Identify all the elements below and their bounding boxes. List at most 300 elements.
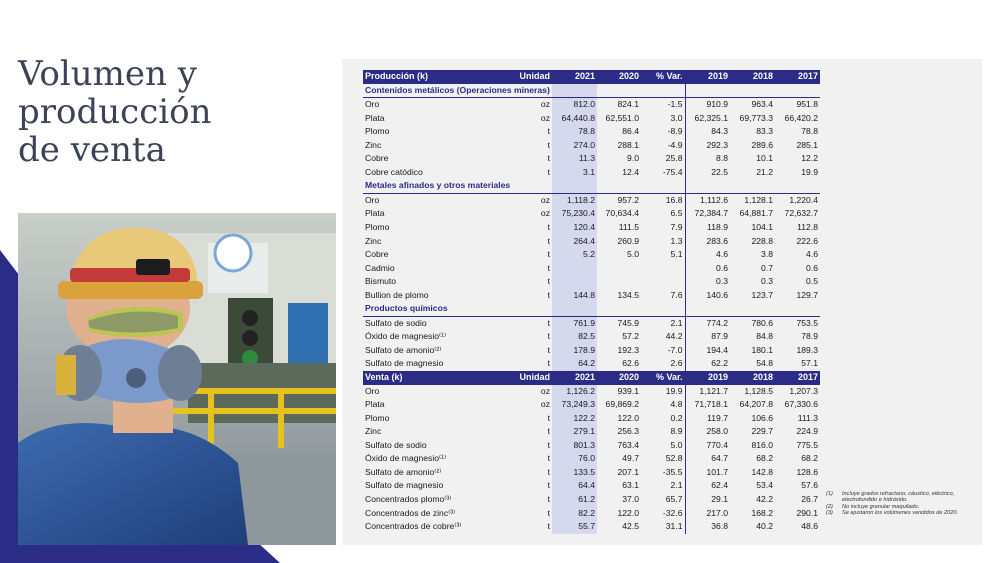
unit-cell: t <box>547 235 550 246</box>
year-2019-cell: 140.6 <box>706 289 728 300</box>
year-2017-cell: 775.5 <box>796 439 818 450</box>
unit-cell: t <box>547 262 550 273</box>
year-2020-cell: 2020 <box>597 371 641 385</box>
year-2018-cell: 168.2 <box>751 507 773 518</box>
year-2020-cell: 134.5 <box>617 289 639 300</box>
year-2018-cell: 64,881.7 <box>739 208 773 219</box>
unit-cell: t <box>547 480 550 491</box>
label-cell: Producción (k) <box>363 70 506 84</box>
year-2018-cell: 69,773.3 <box>739 112 773 123</box>
table-row <box>363 193 820 207</box>
unit-cell: t <box>547 249 550 260</box>
section-title: Productos químicos <box>363 302 552 316</box>
pct-var-cell <box>641 275 685 289</box>
unit-cell: t <box>547 344 550 355</box>
year-2020-cell: 957.2 <box>617 194 639 205</box>
pct-var-cell: -4.9 <box>641 139 685 153</box>
year-2018-cell: 104.1 <box>751 222 773 233</box>
unit-cell: t <box>547 493 550 504</box>
pct-var-cell: 52.8 <box>641 452 685 466</box>
unit-cell: t <box>547 466 550 477</box>
label-cell: Sulfato de amonio⁽²⁾ <box>365 466 442 477</box>
section-spacer-cell <box>597 302 641 316</box>
footnote-1: (1) Incluye grados refractario, cáustico, eléctrico, electrofundido e hidróxido. <box>826 491 955 504</box>
year-2018-cell: 780.6 <box>751 317 773 328</box>
year-2020-cell: 111.5 <box>618 222 639 233</box>
table-row <box>363 507 820 521</box>
unit-cell: t <box>547 289 550 300</box>
year-2021-cell: 78.8 <box>552 125 597 139</box>
year-2021-cell: 75,230.4 <box>552 207 597 221</box>
year-2019-cell: 71,718.1 <box>694 399 728 410</box>
year-2019-cell: 2019 <box>685 70 730 84</box>
pct-var-cell: 1.3 <box>641 235 685 249</box>
year-2017-cell: 129.7 <box>796 289 818 300</box>
pct-var-cell: 16.8 <box>641 193 685 207</box>
year-2019-cell: 0.6 <box>716 262 728 273</box>
year-2021-cell: 61.2 <box>552 493 597 507</box>
year-2019-cell: 72,384.7 <box>694 208 728 219</box>
section-header-row <box>363 302 820 316</box>
year-2021-cell: 64,440.8 <box>552 112 597 126</box>
year-2017-cell: 222.6 <box>796 235 818 246</box>
year-2017-cell: 72,632.7 <box>784 208 818 219</box>
year-2020-cell: 192.3 <box>617 344 639 355</box>
unit-cell: t <box>547 166 550 177</box>
year-2017-cell: 66,420.2 <box>784 112 818 123</box>
pct-var-cell: -75.4 <box>641 166 685 180</box>
worker-photo <box>18 213 336 545</box>
year-2021-cell: 2021 <box>552 70 597 84</box>
year-2020-cell: 42.5 <box>622 521 639 532</box>
unit-cell: t <box>547 507 550 518</box>
year-2017-cell: 19.9 <box>801 166 818 177</box>
section-spacer-cell <box>552 179 597 193</box>
section-spacer-cell <box>685 84 730 98</box>
year-2021-cell: 279.1 <box>552 425 597 439</box>
pct-var-cell: % Var. <box>641 70 685 84</box>
table-row <box>363 289 820 303</box>
section-spacer-cell <box>730 84 775 98</box>
unit-cell: oz <box>540 208 550 219</box>
table-row <box>363 330 820 344</box>
year-2018-cell: 2018 <box>730 371 775 385</box>
table-row <box>363 152 820 166</box>
unit-cell: t <box>547 358 550 369</box>
table-row <box>363 139 820 153</box>
year-2020-cell: 763.4 <box>617 439 639 450</box>
year-2020-cell: 70,634.4 <box>605 208 639 219</box>
year-2017-cell: 1,220.4 <box>789 194 818 205</box>
label-cell: Bismuto <box>365 276 397 287</box>
table-row <box>363 385 820 399</box>
pct-var-cell: -8.9 <box>641 125 685 139</box>
year-2021-cell: 64.2 <box>552 357 597 371</box>
table-row <box>363 207 820 221</box>
section-spacer-cell <box>775 84 820 98</box>
year-2018-cell: 84.8 <box>756 331 773 342</box>
year-2017-cell: 78.8 <box>801 126 818 137</box>
year-2021-cell: 5.2 <box>552 248 597 262</box>
table-header-row <box>363 70 820 84</box>
year-2019-cell: 1,121.7 <box>699 385 728 396</box>
label-cell: Zinc <box>365 235 382 246</box>
year-2021-cell: 82.5 <box>552 330 597 344</box>
year-2017-cell: 0.6 <box>806 262 818 273</box>
label-cell: Sulfato de magnesio <box>365 358 444 369</box>
table-row <box>363 275 820 289</box>
pct-var-cell: 2.1 <box>641 316 685 330</box>
year-2019-cell: 8.8 <box>716 153 728 164</box>
year-2017-cell: 0.5 <box>806 276 818 287</box>
label-cell: Sulfato de sodio <box>365 439 427 450</box>
year-2020-cell <box>597 262 641 276</box>
year-2018-cell: 64,207.8 <box>739 399 773 410</box>
year-2018-cell: 229.7 <box>751 426 773 437</box>
year-2020-cell: 207.1 <box>617 466 639 477</box>
year-2017-cell: 12.2 <box>801 153 818 164</box>
unit-cell: oz <box>540 112 550 123</box>
table-row <box>363 425 820 439</box>
table-row <box>363 166 820 180</box>
year-2017-cell: 112.8 <box>797 222 818 233</box>
year-2019-cell: 2019 <box>685 371 730 385</box>
section-spacer-cell <box>685 302 730 316</box>
year-2020-cell: 122.0 <box>617 507 639 518</box>
label-cell: Cobre <box>365 153 389 164</box>
unit-cell: t <box>547 317 550 328</box>
label-cell: Venta (k) <box>363 371 506 385</box>
year-2018-cell: 42.2 <box>756 493 773 504</box>
year-2017-cell: 2017 <box>775 70 820 84</box>
year-2017-cell: 128.6 <box>796 466 818 477</box>
footnote-3: (3) Se ajustaron los volúmenes vendidos de 2020. <box>826 510 958 517</box>
table-row <box>363 439 820 453</box>
unit-cell: t <box>547 412 550 423</box>
year-2019-cell: 62,325.1 <box>694 112 728 123</box>
year-2019-cell: 118.9 <box>707 222 728 233</box>
table-row <box>363 221 820 235</box>
label-cell: Cobre catódico <box>365 166 423 177</box>
year-2021-cell: 264.4 <box>552 235 597 249</box>
year-2019-cell: 770.4 <box>706 439 728 450</box>
year-2021-cell: 2021 <box>552 371 597 385</box>
year-2021-cell: 1,126.2 <box>552 385 597 399</box>
year-2020-cell: 49.7 <box>622 453 639 464</box>
year-2020-cell: 939.1 <box>617 385 639 396</box>
label-cell: Bullion de plomo <box>365 289 429 300</box>
year-2020-cell: 62.6 <box>622 358 639 369</box>
year-2019-cell: 194.4 <box>706 344 728 355</box>
year-2018-cell: 123.7 <box>751 289 773 300</box>
year-2017-cell: 78.9 <box>801 331 818 342</box>
year-2020-cell: 5.0 <box>627 249 639 260</box>
year-2021-cell: 761.9 <box>552 316 597 330</box>
year-2017-cell: 26.7 <box>801 493 818 504</box>
unit-cell: t <box>547 521 550 532</box>
section-spacer-cell <box>552 302 597 316</box>
year-2020-cell: 256.3 <box>617 426 639 437</box>
year-2019-cell: 36.8 <box>711 521 728 532</box>
pct-var-cell: 0.2 <box>641 412 685 426</box>
label-cell: Plata <box>365 208 385 219</box>
year-2020-cell: 824.1 <box>617 99 639 110</box>
year-2018-cell: 0.3 <box>761 276 773 287</box>
year-2019-cell: 1,112.6 <box>699 194 728 205</box>
year-2021-cell: 122.2 <box>552 412 597 426</box>
label-cell: Oro <box>365 99 380 110</box>
year-2018-cell: 1,128.5 <box>744 385 773 396</box>
year-2019-cell: 4.6 <box>716 249 728 260</box>
section-spacer-cell <box>641 84 685 98</box>
footnote-2: (2) No incluye granular maquilado. <box>826 503 920 510</box>
label-cell: Óxido de magnesio⁽¹⁾ <box>365 453 447 464</box>
section-spacer-cell <box>730 179 775 193</box>
table-row <box>363 493 820 507</box>
table-row <box>363 125 820 139</box>
year-2020-cell: 288.1 <box>617 139 639 150</box>
section-spacer-cell <box>641 179 685 193</box>
pct-var-cell: 19.9 <box>641 385 685 399</box>
unit-cell: Unidad <box>506 70 552 84</box>
pct-var-cell: 44.2 <box>641 330 685 344</box>
year-2018-cell: 54.8 <box>756 358 773 369</box>
section-title: Metales afinados y otros materiales <box>363 179 552 193</box>
year-2017-cell: 57.1 <box>801 358 818 369</box>
year-2021-cell: 11.3 <box>552 152 597 166</box>
unit-cell: t <box>547 126 550 137</box>
title-line-2: producción <box>18 92 212 132</box>
label-cell: Zinc <box>365 139 382 150</box>
section-title: Contenidos metálicos (Operaciones mineras) <box>363 84 552 98</box>
year-2017-cell: 189.3 <box>796 344 818 355</box>
section-header-row <box>363 179 820 193</box>
label-cell: Plomo <box>365 412 390 423</box>
unit-cell: oz <box>540 99 550 110</box>
year-2021-cell: 178.9 <box>552 344 597 358</box>
year-2017-cell: 57.6 <box>801 480 818 491</box>
year-2019-cell: 283.6 <box>706 235 728 246</box>
table-row <box>363 466 820 480</box>
pct-var-cell: 5.1 <box>641 248 685 262</box>
pct-var-cell: 2.1 <box>641 479 685 493</box>
label-cell: Óxido de magnesio⁽¹⁾ <box>365 331 447 342</box>
year-2017-cell: 285.1 <box>796 139 818 150</box>
year-2018-cell: 83.3 <box>756 126 773 137</box>
year-2017-cell: 68.2 <box>801 453 818 464</box>
year-2018-cell: 963.4 <box>751 99 773 110</box>
table-row <box>363 412 820 426</box>
year-2021-cell <box>552 275 597 289</box>
year-2018-cell: 68.2 <box>756 453 773 464</box>
pct-var-cell: 2.6 <box>641 357 685 371</box>
year-2017-cell: 1,207.3 <box>789 385 818 396</box>
label-cell: Sulfato de magnesio <box>365 480 444 491</box>
year-2019-cell: 62.2 <box>711 358 728 369</box>
year-2019-cell: 87.9 <box>711 331 728 342</box>
table-row <box>363 479 820 493</box>
year-2017-cell: 224.9 <box>796 426 818 437</box>
worker-photo-illustration <box>18 213 336 545</box>
title-line-1: Volumen y <box>18 54 197 94</box>
label-cell: Sulfato de amonio⁽²⁾ <box>365 344 442 355</box>
year-2018-cell: 228.8 <box>751 235 773 246</box>
year-2019-cell: 119.7 <box>707 412 728 423</box>
left-accent-shape <box>0 250 18 545</box>
year-2020-cell: 69,869.2 <box>605 399 639 410</box>
pct-var-cell: 65.7 <box>641 493 685 507</box>
label-cell: Sulfato de sodio <box>365 317 427 328</box>
year-2018-cell: 106.6 <box>751 412 773 423</box>
section-spacer-cell <box>641 302 685 316</box>
year-2020-cell <box>597 275 641 289</box>
table-row <box>363 398 820 412</box>
label-cell: Concentrados de cobre⁽³⁾ <box>365 521 462 532</box>
pct-var-cell: 8.9 <box>641 425 685 439</box>
year-2021-cell: 64.4 <box>552 479 597 493</box>
year-2019-cell: 217.0 <box>706 507 728 518</box>
label-cell: Zinc <box>365 426 382 437</box>
year-2020-cell: 9.0 <box>627 153 639 164</box>
pct-var-cell: 4.8 <box>641 398 685 412</box>
label-cell: Plomo <box>365 222 390 233</box>
section-spacer-cell <box>597 84 641 98</box>
section-spacer-cell <box>730 302 775 316</box>
year-2019-cell: 910.9 <box>706 99 728 110</box>
year-2021-cell: 133.5 <box>552 466 597 480</box>
pct-var-cell: -1.5 <box>641 98 685 112</box>
year-2021-cell: 73,249.3 <box>552 398 597 412</box>
year-2021-cell: 801.3 <box>552 439 597 453</box>
unit-cell: t <box>547 453 550 464</box>
year-2019-cell: 62.4 <box>711 480 728 491</box>
year-2019-cell: 84.3 <box>711 126 728 137</box>
year-2018-cell: 2018 <box>730 70 775 84</box>
section-spacer-cell <box>597 179 641 193</box>
pct-var-cell: 5.0 <box>641 439 685 453</box>
year-2021-cell: 274.0 <box>552 139 597 153</box>
unit-cell: Unidad <box>506 371 552 385</box>
production-sales-table <box>363 70 820 534</box>
unit-cell: t <box>547 276 550 287</box>
section-spacer-cell <box>552 84 597 98</box>
footnotes <box>826 491 976 517</box>
section-spacer-cell <box>775 179 820 193</box>
unit-cell: t <box>547 331 550 342</box>
label-cell: Plata <box>365 399 385 410</box>
pct-var-cell: 31.1 <box>641 520 685 534</box>
year-2018-cell: 1,128.1 <box>744 194 773 205</box>
year-2019-cell: 292.3 <box>706 139 728 150</box>
year-2021-cell: 76.0 <box>552 452 597 466</box>
year-2017-cell: 4.6 <box>806 249 818 260</box>
year-2018-cell: 0.7 <box>761 262 773 273</box>
label-cell: Cadmio <box>365 262 395 273</box>
label-cell: Oro <box>365 385 380 396</box>
year-2019-cell: 774.2 <box>706 317 728 328</box>
year-2020-cell: 63.1 <box>622 480 639 491</box>
year-2018-cell: 816.0 <box>751 439 773 450</box>
page-title <box>18 55 318 169</box>
year-2020-cell: 37.0 <box>622 493 639 504</box>
year-2020-cell: 122.0 <box>617 412 639 423</box>
year-2021-cell: 3.1 <box>552 166 597 180</box>
year-2021-cell: 82.2 <box>552 507 597 521</box>
pct-var-cell: 7.9 <box>641 221 685 235</box>
section-header-row <box>363 84 820 98</box>
section-spacer-cell <box>685 179 730 193</box>
unit-cell: oz <box>540 385 550 396</box>
year-2020-cell: 260.9 <box>617 235 639 246</box>
pct-var-cell: 3.0 <box>641 112 685 126</box>
year-2018-cell: 53.4 <box>756 480 773 491</box>
pct-var-cell: -35.5 <box>641 466 685 480</box>
section-spacer-cell <box>775 302 820 316</box>
year-2017-cell: 48.6 <box>801 521 818 532</box>
year-2017-cell: 951.8 <box>796 99 818 110</box>
label-cell: Concentrados plomo⁽³⁾ <box>365 493 452 504</box>
year-2019-cell: 22.5 <box>711 166 728 177</box>
year-2019-cell: 101.7 <box>706 466 728 477</box>
title-line-3: de venta <box>18 130 166 170</box>
year-2021-cell: 55.7 <box>552 520 597 534</box>
year-2017-cell: 67,330.6 <box>784 399 818 410</box>
year-2018-cell: 3.8 <box>761 249 773 260</box>
pct-var-cell: 7.6 <box>641 289 685 303</box>
bottom-accent-shape <box>0 545 280 563</box>
table-row <box>363 262 820 276</box>
year-2020-cell: 57.2 <box>622 331 639 342</box>
year-2021-cell <box>552 262 597 276</box>
year-2020-cell: 12.4 <box>622 166 639 177</box>
label-cell: Cobre <box>365 249 389 260</box>
year-2018-cell: 10.1 <box>756 153 773 164</box>
unit-cell: t <box>547 439 550 450</box>
year-2020-cell: 86.4 <box>622 126 639 137</box>
unit-cell: t <box>547 139 550 150</box>
pct-var-cell <box>641 262 685 276</box>
pct-var-cell: % Var. <box>641 371 685 385</box>
year-2018-cell: 21.2 <box>756 166 773 177</box>
pct-var-cell: -7.0 <box>641 344 685 358</box>
table-row <box>363 248 820 262</box>
label-cell: Oro <box>365 194 380 205</box>
year-2020-cell: 2020 <box>597 70 641 84</box>
year-2017-cell: 290.1 <box>796 507 818 518</box>
unit-cell: oz <box>540 194 550 205</box>
year-2018-cell: 289.6 <box>751 139 773 150</box>
table-row <box>363 112 820 126</box>
label-cell: Plomo <box>365 126 390 137</box>
label-cell: Plata <box>365 112 385 123</box>
year-2018-cell: 40.2 <box>756 521 773 532</box>
year-2019-cell: 0.3 <box>716 276 728 287</box>
year-2017-cell: 111.3 <box>797 412 818 423</box>
year-2020-cell: 62,551.0 <box>605 112 639 123</box>
table-row <box>363 344 820 358</box>
unit-cell: t <box>547 153 550 164</box>
year-2017-cell: 753.5 <box>796 317 818 328</box>
table-row <box>363 98 820 112</box>
year-2019-cell: 64.7 <box>711 453 728 464</box>
unit-cell: t <box>547 426 550 437</box>
table-row <box>363 520 820 534</box>
table-header-row <box>363 371 820 385</box>
table-row <box>363 452 820 466</box>
year-2018-cell: 180.1 <box>751 344 773 355</box>
year-2021-cell: 120.4 <box>552 221 597 235</box>
table-row <box>363 357 820 371</box>
